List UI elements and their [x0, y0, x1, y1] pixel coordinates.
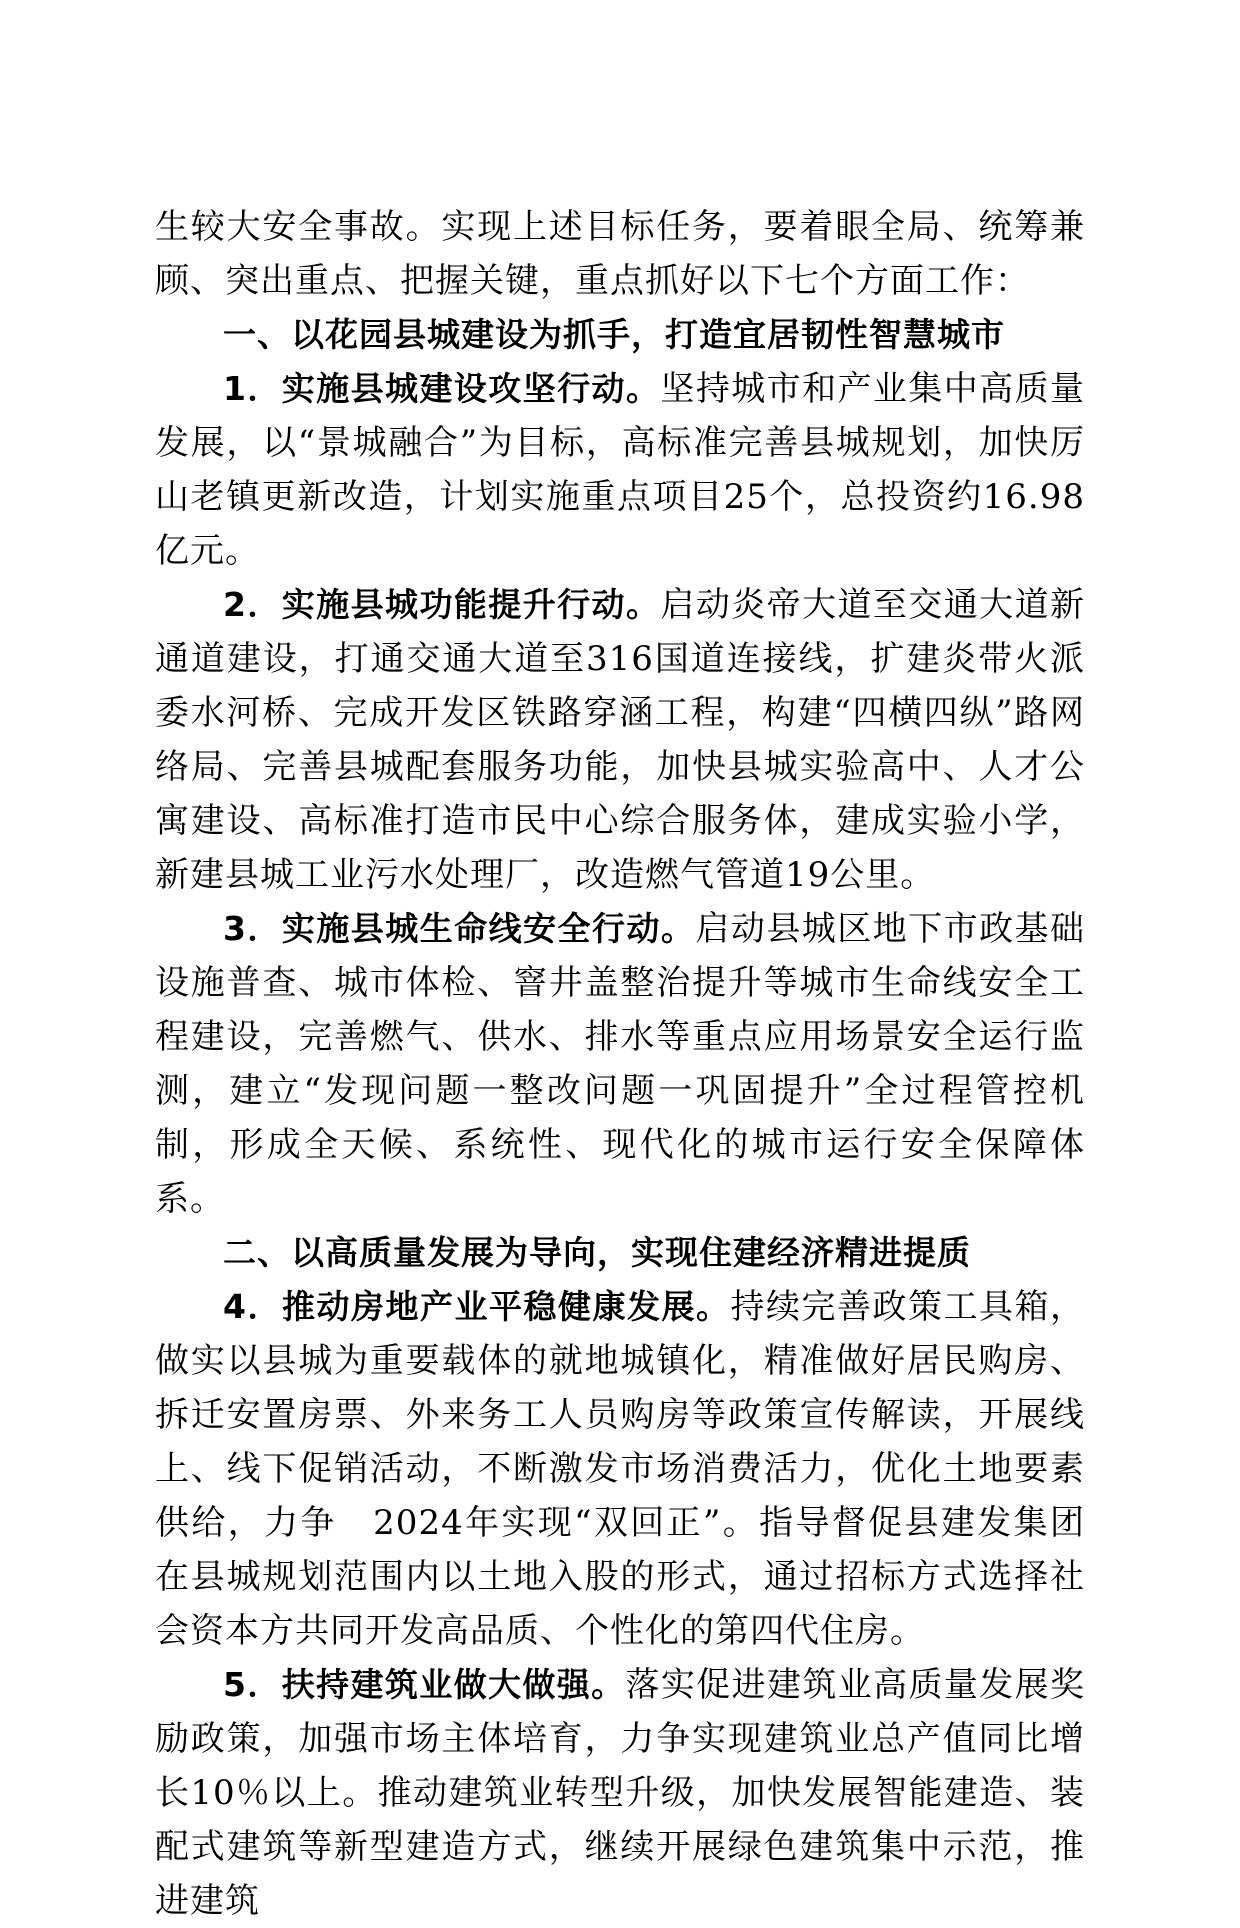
- heading-text: 二、以高质量发展为导向，实现住建经济精进提质: [223, 1233, 971, 1272]
- paragraph-item-2: [155, 578, 1085, 902]
- item-lead: 1．实施县城建设攻坚行动。: [223, 369, 661, 408]
- item-lead: 2．实施县城功能提升行动。: [223, 585, 661, 624]
- section-heading-2: [155, 1226, 1085, 1280]
- paragraph-item-4: [155, 1280, 1085, 1658]
- item-lead: 4．推动房地产业平稳健康发展。: [223, 1287, 731, 1326]
- paragraph-continuation: [155, 200, 1085, 308]
- paragraph-item-1: [155, 362, 1120, 578]
- paragraph-text: 落实促进建筑业高质量发展奖励政策，加强市场主体培育，力争实现建筑业总产值同比增长10％以上。推动建筑业转型升级，加快发展智能建造、装配式建筑等新型建造方式，继续开展绿色建筑集中示范，推进建筑: [155, 1665, 1085, 1921]
- item-lead: 3．实施县城生命线安全行动。: [223, 909, 696, 948]
- paragraph-item-5: [155, 1658, 1085, 1928]
- section-heading-1: [155, 308, 1085, 362]
- paragraph-text: 持续完善政策工具箱，做实以县城为重要载体的就地城镇化，精准做好居民购房、拆迁安置房票、外来务工人员购房等政策宣传解读，开展线上、线下促销活动，不断激发市场消费活力，优化土地要素供给，力争 2024年实现“双回正”。指导督促县建发集团在县城规划范围内以土地入股的形式，通过招标方式选择社会资本方共同开发高品质、个性化的第四代住房。: [155, 1287, 1085, 1651]
- paragraph-text: 启动县城区地下市政基础设施普查、城市体检、窨井盖整治提升等城市生命线安全工程建设，完善燃气、供水、排水等重点应用场景安全运行监测，建立“发现问题一整改问题一巩固提升”全过程管控机制，形成全天候、系统性、现代化的城市运行安全保障体系。: [155, 909, 1086, 1219]
- document-body: [155, 200, 1120, 1928]
- heading-text: 一、以花园县城建设为抓手，打造宜居韧性智慧城市: [223, 315, 1005, 354]
- paragraph-text: 生较大安全事故。实现上述目标任务，要着眼全局、统筹兼顾、突出重点、把握关键，重点抓好以下七个方面工作：: [155, 207, 1085, 301]
- item-lead: 5．扶持建筑业做大做强。: [223, 1665, 626, 1704]
- paragraph-item-3: [155, 902, 1085, 1226]
- paragraph-text: 启动炎帝大道至交通大道新通道建设，打通交通大道至316国道连接线，扩建炎带火派委水河桥、完成开发区铁路穿涵工程，构建“四横四纵”路网络局、完善县城配套服务功能，加快县城实验高中、人才公寓建设、高标准打造市民中心综合服务体，建成实验小学，新建县城工业污水处理厂，改造燃气管道19公里。: [155, 585, 1086, 895]
- paragraph-text: 坚持城市和产业集中高质量发展，以“景城融合”为目标，高标准完善县城规划，加快厉山老镇更新改造，计划实施重点项目25个，总投资约16.98 亿元。: [155, 369, 1120, 571]
